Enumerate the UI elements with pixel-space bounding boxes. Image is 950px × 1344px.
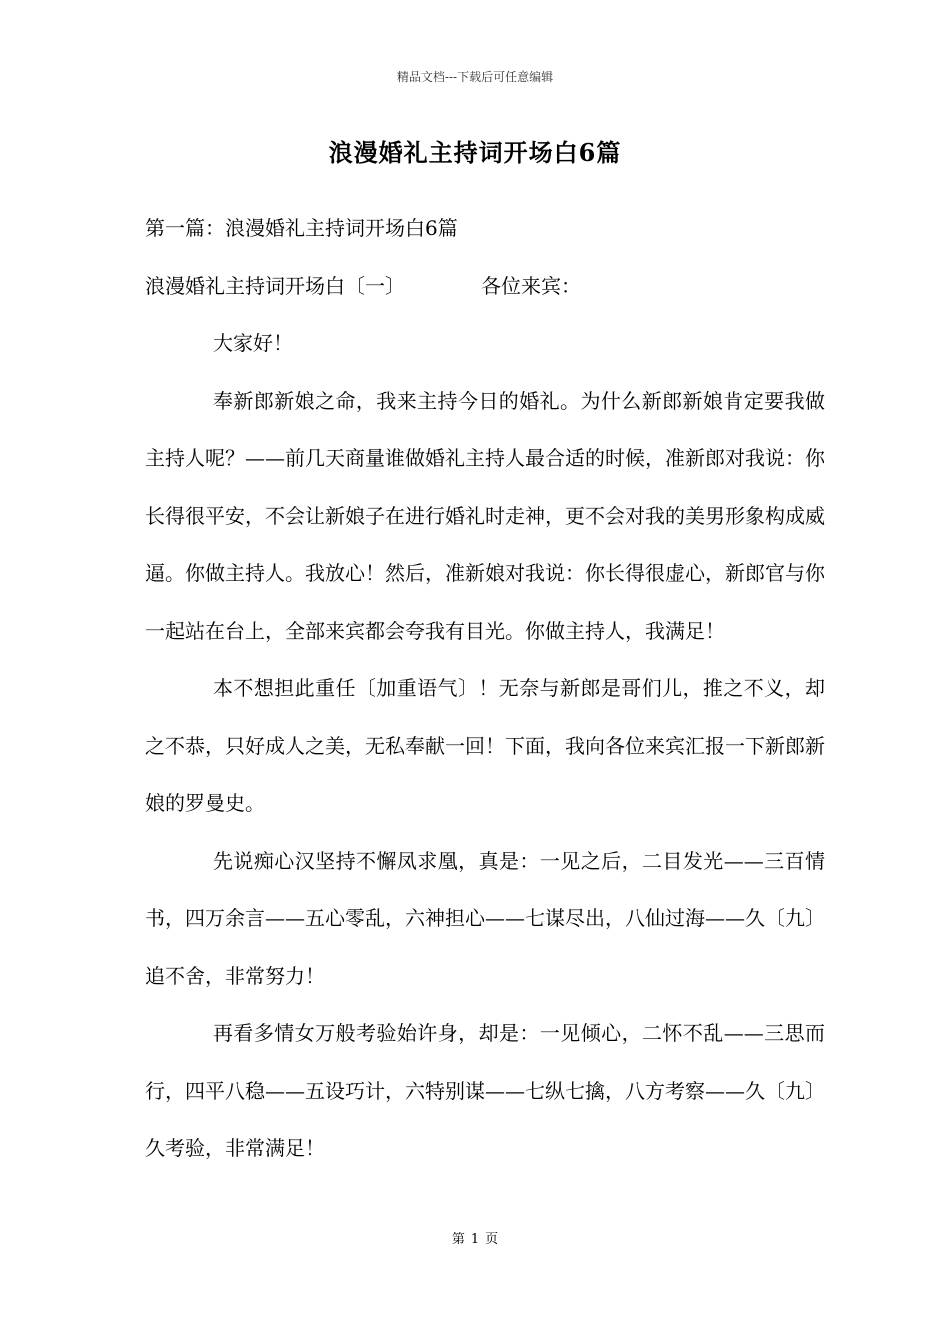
- paragraph-list: [145, 373, 825, 1178]
- paragraph-3: 先说痴心汉坚持不懈凤求凰，真是：一见之后，二目发光——三百情书，四万余言——五心零乱，六神担心——七谋尽出，八仙过海——久〔九〕追不舍，非常努力！: [145, 848, 825, 988]
- page-header: 精品文档---下载后可任意编辑: [396, 70, 554, 84]
- paragraph-2: 本不想担此重任〔加重语气〕！无奈与新郎是哥们儿，推之不义，却之不恭，只好成人之美，无私奉献一回！下面，我向各位来宾汇报一下新郎新娘的罗曼史。: [145, 676, 825, 815]
- subheading-row: [145, 258, 825, 316]
- subheading-title: 浪漫婚礼主持词开场白〔一〕: [145, 273, 405, 298]
- section-heading: 第一篇：浪漫婚礼主持词开场白6篇: [145, 216, 458, 240]
- document-body: [145, 200, 825, 1178]
- page-footer: [0, 1228, 950, 1247]
- document-title: 浪漫婚礼主持词开场白6篇: [328, 138, 622, 167]
- page-suffix: 页: [485, 1232, 499, 1247]
- greeting: 大家好！: [213, 331, 293, 355]
- paragraph-1: 奉新郎新娘之命，我来主持今日的婚礼。为什么新郎新娘肯定要我做主持人呢？——前几天商量谁做婚礼主持人最合适的时候，准新郎对我说：你长得很平安，不会让新娘子在进行婚礼时走神，更不会对我的美男形象构成威逼。你做主持人。我放心！然后，准新娘对我说：你长得很虚心，新郎官与你一起站在台上，全部来宾都会夸我有目光。你做主持人，我满足！: [145, 388, 825, 643]
- greeting-block: [145, 315, 825, 373]
- page-number: 1: [470, 1232, 480, 1247]
- page-prefix: 第: [451, 1232, 465, 1247]
- salutation: 各位来宾：: [481, 273, 581, 298]
- paragraph-4: 再看多情女万般考验始许身，却是：一见倾心，二怀不乱——三思而行，四平八稳——五设巧计，六特别谋——七纵七擒，八方考察——久〔九〕久考验，非常满足！: [145, 1021, 825, 1160]
